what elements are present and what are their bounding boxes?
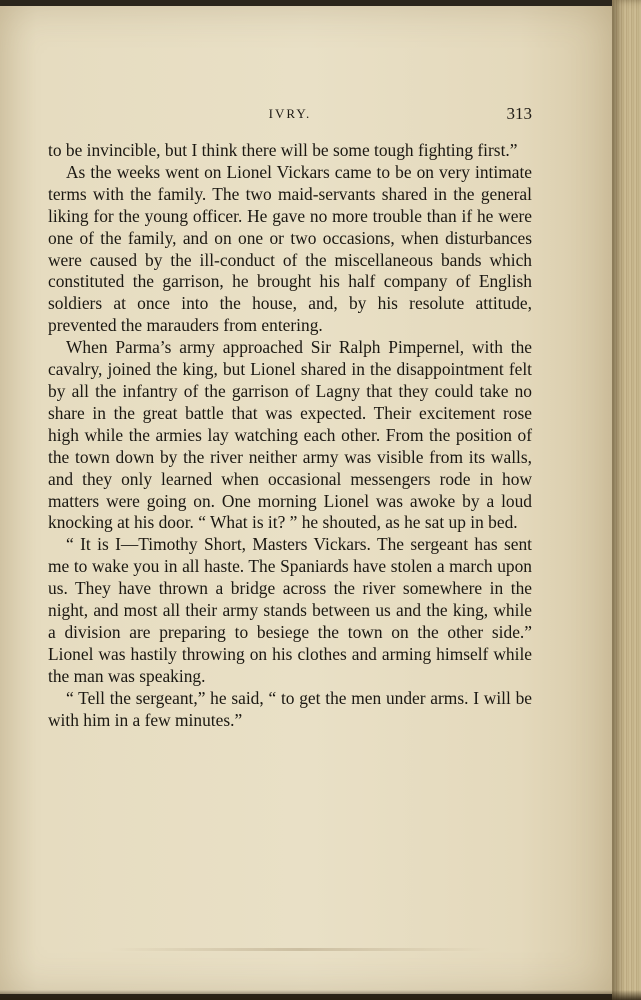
- paragraph: As the weeks went on Lionel Vickars came to be on very intimate terms with the family. The two maid-servants shared in the general liking for the young officer. He gave no more trouble than if he were one of the family, and on one or two occasions, when disturbances were caused by the ill-conduct of the miscellaneous bands which constituted the garrison, he brought his half company of English soldiers at once into the house, and, by his resolute attitude, prevented the marauders from entering.: [48, 161, 532, 336]
- page-bottom-mark: [110, 948, 490, 951]
- paragraph: “ Tell the sergeant,” he said, “ to get the men under arms. I will be with him in a few minutes.”: [48, 687, 532, 730]
- running-header: [48, 104, 532, 128]
- page-bottom-shadow: [0, 990, 641, 1000]
- page-number: 313: [506, 104, 532, 123]
- paragraph: When Parma’s army approached Sir Ralph Pimpernel, with the cavalry, joined the king, but Lionel shared in the disappointment felt by all the infantry of the garrison of Lagny that they could take no share in the great battle that was expected. Their excitement rose high while the armies lay watching each other. From the position of the town down by the river neither army was visible from its walls, and they only learned when occasional messengers rode in how matters were going on. One morning Lionel was awoke by a loud knocking at his door. “ What is it? ” he shouted, as he sat up in bed.: [48, 337, 532, 533]
- page-edges: [612, 0, 641, 1000]
- paragraph-continued: to be invincible, but I think there will be some tough fighting first.”: [48, 140, 518, 160]
- paragraph: “ It is I—Timothy Short, Masters Vickars. The sergeant has sent me to wake you in all haste. The Spaniards have stolen a march upon us. They have thrown a bridge across the river somewhere in the night, and most all their army stands between us and the king, while a division are preparing to besiege the town on the other side.” Lionel was hastily throwing on his clothes and arming himself while the man was speaking.: [48, 534, 532, 686]
- body-text: [48, 140, 532, 731]
- running-title: IVRY.: [268, 106, 312, 121]
